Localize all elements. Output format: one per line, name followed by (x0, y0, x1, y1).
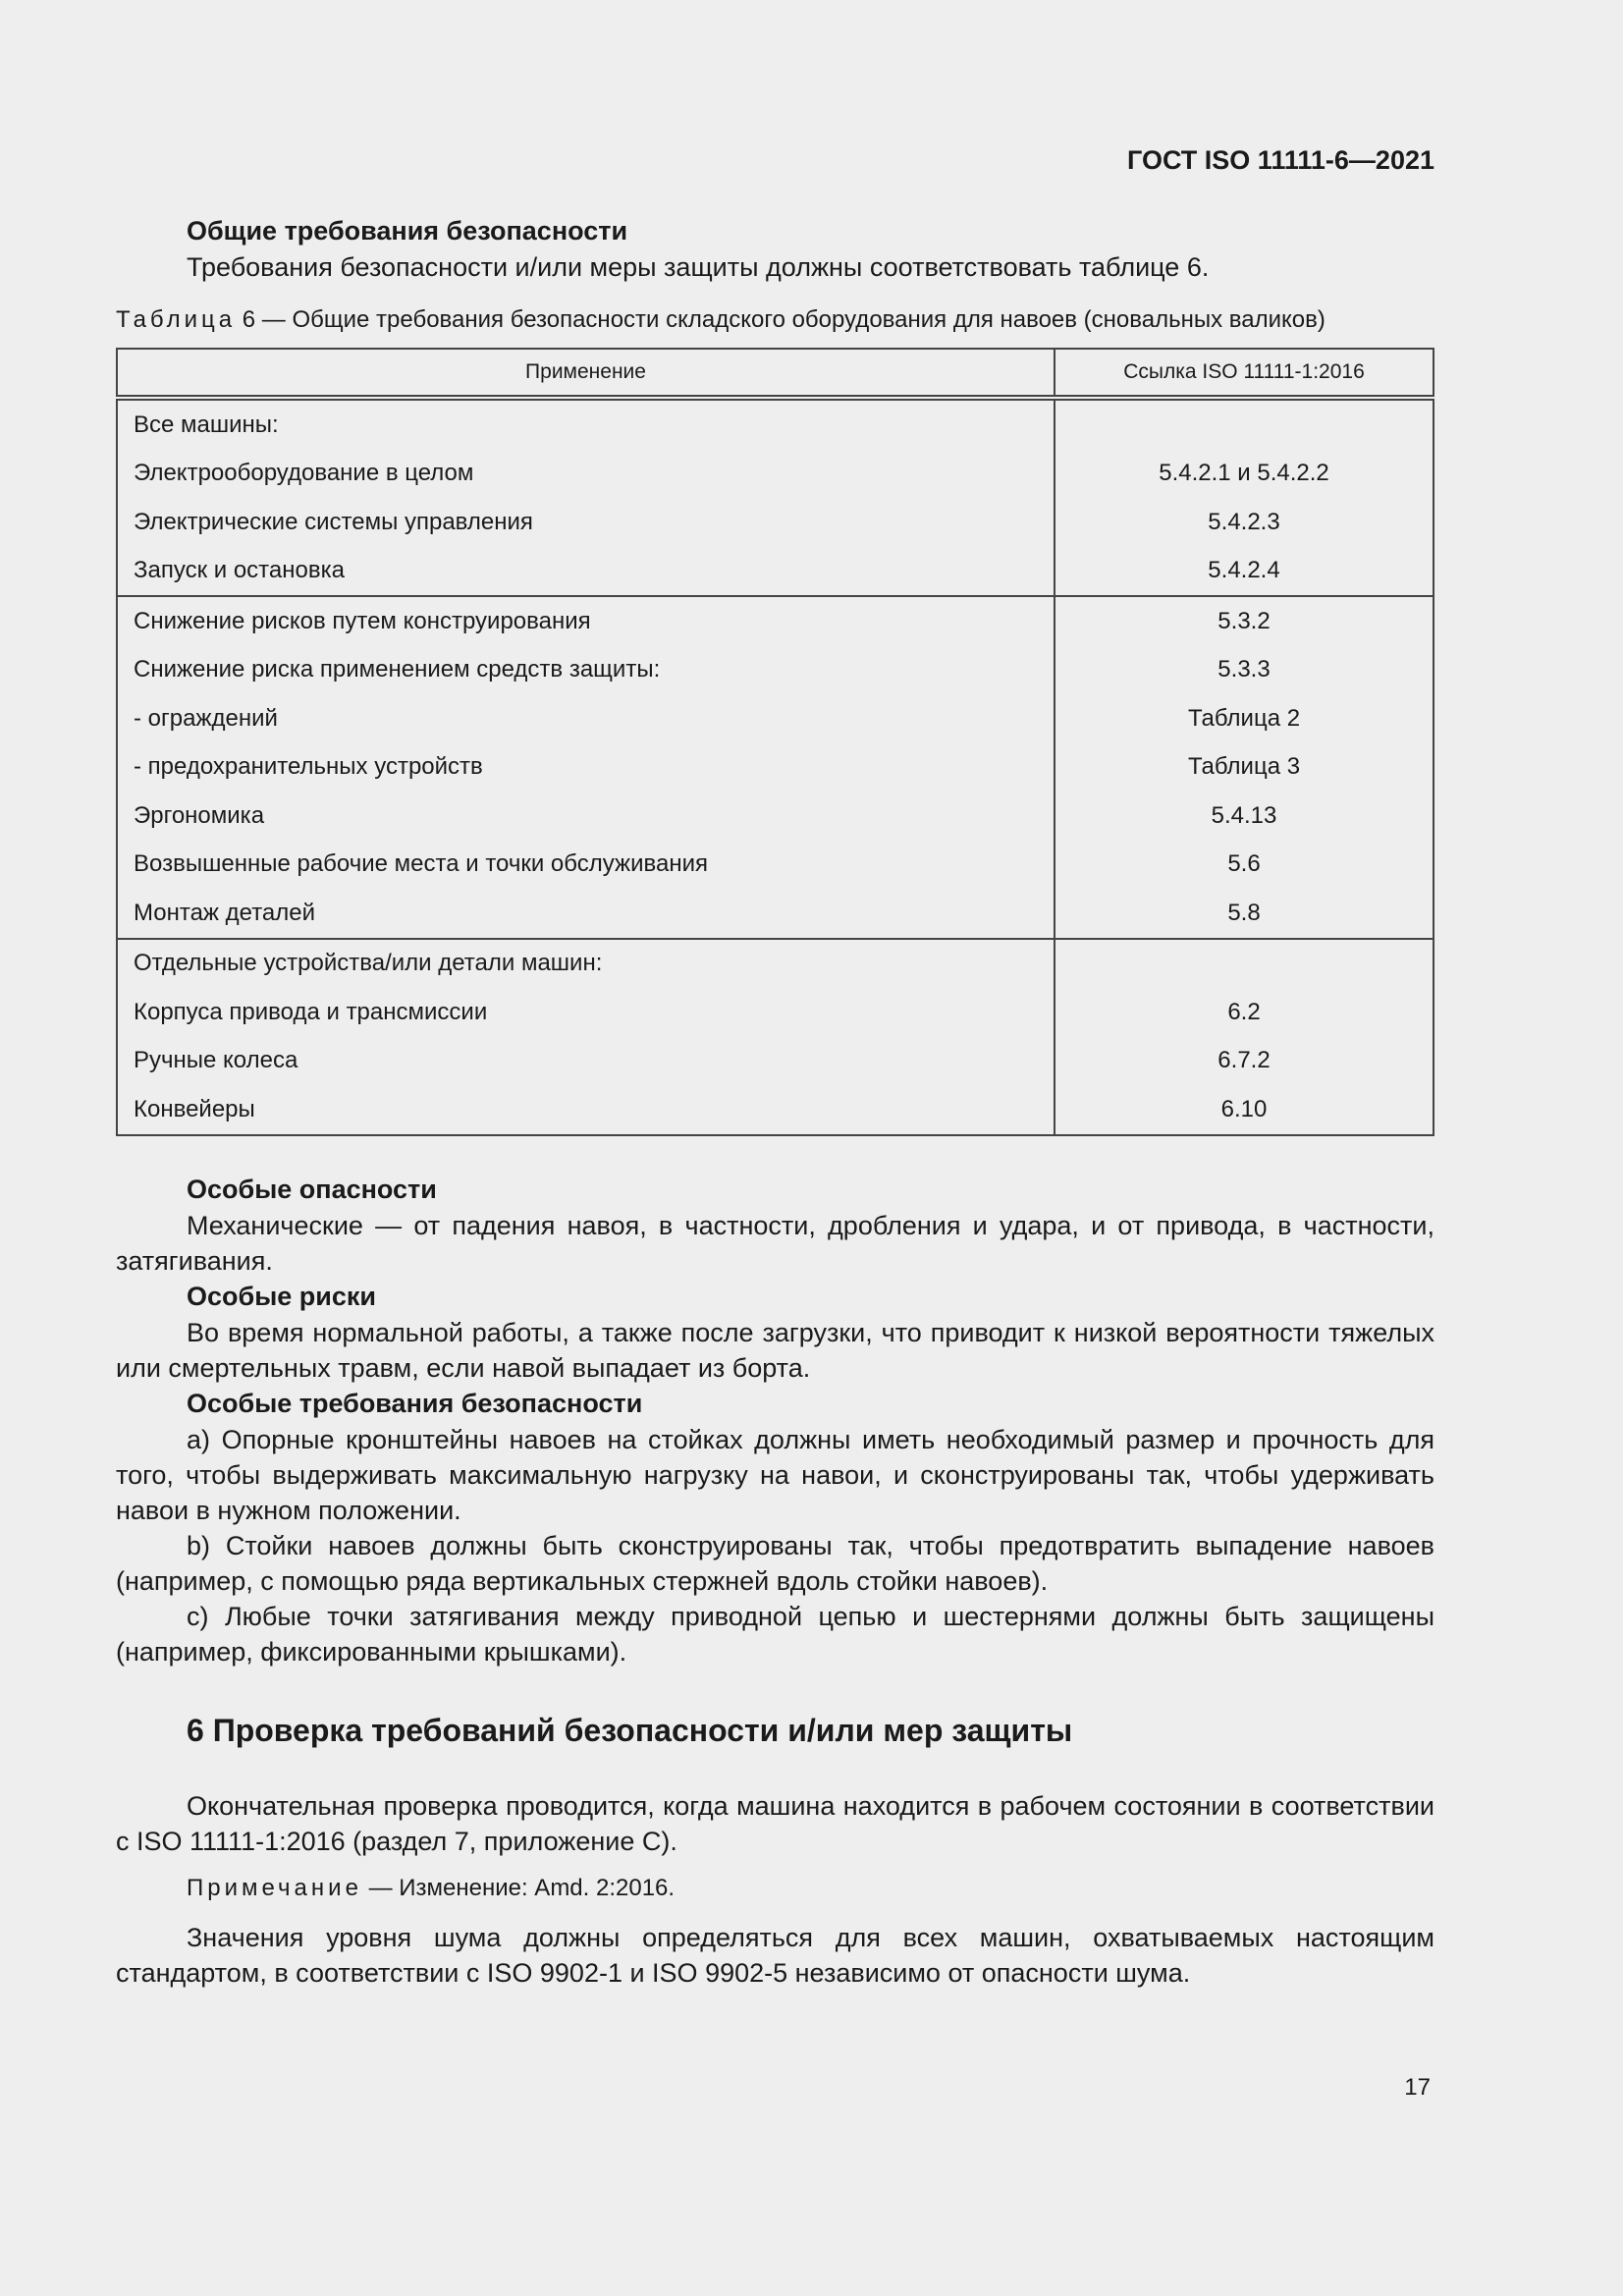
requirements-table (116, 348, 1434, 1136)
column-header-reference: Ссылка ISO 11111-1:2016 (1055, 349, 1434, 398)
table-row (117, 498, 1434, 547)
cell-application: Запуск и остановка (134, 557, 345, 584)
requirement-item-c: c) Любые точки затягивания между приводной цепью и шестернями должны быть защищены (например, фиксированными крышками). (116, 1601, 1434, 1667)
table-row (117, 792, 1434, 841)
cell-reference: 5.3.2 (1055, 596, 1434, 646)
cell-application: Снижение рисков путем конструирования (117, 596, 1055, 646)
cell-application: - ограждений (134, 704, 278, 732)
cell-reference (1055, 398, 1434, 450)
note (187, 1875, 1434, 1902)
special-hazards-text: Механические — от падения навоя, в частности, дробления и удара, и от привода, в частности, затягивания. (116, 1210, 1434, 1276)
document-header: ГОСТ ISO 11111-6—2021 (1127, 145, 1434, 175)
table-row (117, 988, 1434, 1037)
cell-reference: 5.4.13 (1055, 792, 1434, 841)
general-requirements-text: Требования безопасности и/или меры защиты должны соответствовать таблице 6. (187, 252, 1210, 282)
cell-application: Конвейеры (134, 1095, 255, 1122)
cell-reference: 6.10 (1055, 1085, 1434, 1135)
table-row (117, 889, 1434, 939)
table-row (117, 694, 1434, 743)
section-6-heading: 6 Проверка требований безопасности и/или мер защиты (187, 1712, 1073, 1748)
cell-application: Корпуса привода и трансмиссии (134, 998, 488, 1025)
section-6-paragraph-2: Значения уровня шума должны определяться для всех машин, охватываемых настоящим стандартом, в соответствии с ISO 9902-1 и ISO 9902-5 независимо от опасности шума. (116, 1922, 1434, 1988)
cell-reference: 6.7.2 (1055, 1037, 1434, 1086)
cell-reference: 5.4.2.3 (1055, 498, 1434, 547)
general-requirements-heading: Общие требования безопасности (187, 216, 628, 246)
table-row (117, 450, 1434, 499)
special-hazards-heading: Особые опасности (187, 1174, 437, 1204)
table-row (117, 1085, 1434, 1135)
cell-reference (1055, 939, 1434, 989)
table-row (117, 398, 1434, 450)
requirement-item-b: b) Стойки навоев должны быть сконструированы так, чтобы предотвратить выпадение навоев (например, с помощью ряда вертикальных стержней вдоль стойки навоев). (116, 1530, 1434, 1596)
cell-reference: 5.8 (1055, 889, 1434, 939)
cell-reference: 5.3.3 (1055, 646, 1434, 695)
requirement-item-a: a) Опорные кронштейны навоев на стойках должны иметь необходимый размер и прочность для того, чтобы выдерживать максимальную нагрузку на навои, и сконструированы так, чтобы удерживать навои в нужном положении. (116, 1424, 1434, 1525)
table-row (117, 547, 1434, 597)
table-row (117, 841, 1434, 890)
section-6-paragraph-1: Окончательная проверка проводится, когда машина находится в рабочем состоянии в соответствии с ISO 11111-1:2016 (раздел 7, приложение С). (116, 1790, 1434, 1856)
cell-application: Отдельные устройства/или детали машин: (117, 939, 1055, 989)
cell-application: - предохранительных устройств (134, 753, 483, 781)
cell-application: Электрические системы управления (134, 508, 533, 535)
cell-reference: Таблица 3 (1055, 743, 1434, 793)
cell-reference: 5.4.2.4 (1055, 547, 1434, 597)
cell-application: Все машины: (134, 410, 279, 438)
cell-application: Снижение риска применением средств защиты: (134, 656, 661, 683)
cell-application: Эргономика (134, 801, 265, 829)
table-row (117, 939, 1434, 989)
table-row (117, 646, 1434, 695)
table-caption (116, 306, 1434, 334)
cell-application: Электрооборудование в целом (134, 460, 474, 487)
special-risks-text: Во время нормальной работы, а также после загрузки, что приводит к низкой вероятности тяжелых или смертельных травм, если навой выпадает из борта. (116, 1317, 1434, 1383)
table-row (117, 596, 1434, 646)
cell-application: Возвышенные рабочие места и точки обслуживания (134, 850, 708, 878)
special-risks-heading: Особые риски (187, 1281, 376, 1311)
special-requirements-heading: Особые требования безопасности (187, 1388, 643, 1418)
cell-reference: 5.4.2.1 и 5.4.2.2 (1055, 450, 1434, 499)
page-number: 17 (1404, 2074, 1431, 2101)
cell-application: Ручные колеса (134, 1047, 298, 1074)
table-caption-prefix: Таблица (116, 306, 237, 333)
note-text: — Изменение: Amd. 2:2016. (361, 1874, 676, 1901)
cell-reference: 5.6 (1055, 841, 1434, 890)
cell-application: Монтаж деталей (134, 899, 316, 926)
column-header-application: Применение (117, 349, 1055, 398)
table-row (117, 743, 1434, 793)
table-caption-text: 6 — Общие требования безопасности складского оборудования для навоев (сновальных валиков) (242, 306, 1325, 333)
cell-reference: 6.2 (1055, 988, 1434, 1037)
table-row (117, 1037, 1434, 1086)
note-label: Примечание (187, 1874, 362, 1901)
cell-reference: Таблица 2 (1055, 694, 1434, 743)
